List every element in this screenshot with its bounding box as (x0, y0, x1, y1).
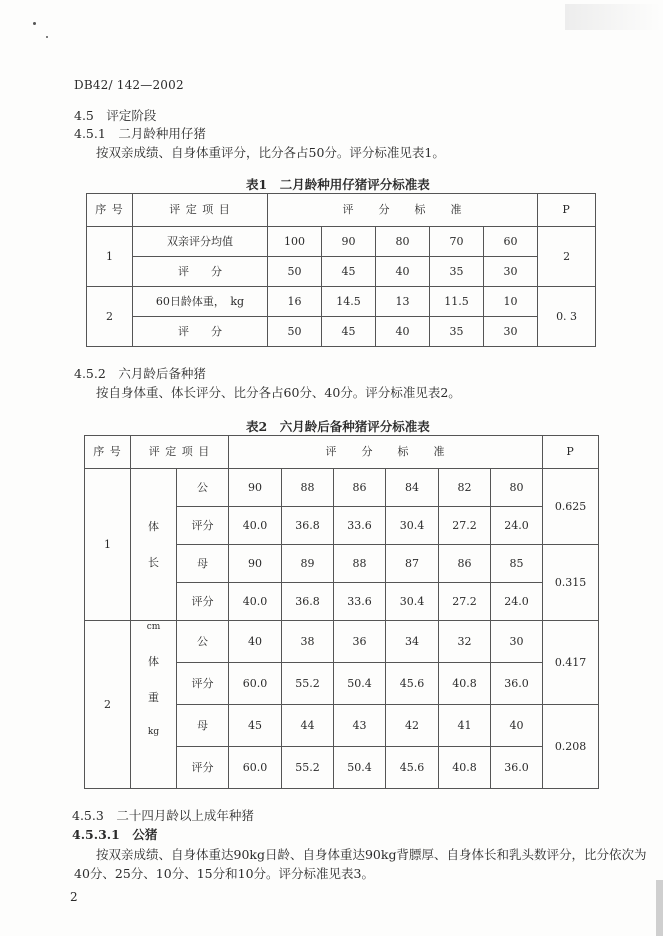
p-value: 0.417 (543, 621, 599, 705)
document-header: DB42/ 142—2002 (74, 78, 184, 92)
table-row (85, 469, 599, 507)
section-4-5-2 (74, 364, 206, 382)
cell: 30 (484, 317, 538, 347)
table1-caption: 表1 二月龄种用仔猪评分标准表 (246, 177, 430, 192)
cell: 50 (268, 317, 322, 347)
paragraph: 按双亲成绩、自身体重评分，比分各占50分。评分标准见表1。 (96, 145, 445, 160)
cell: 40.8 (439, 663, 491, 705)
cell: 45 (322, 257, 376, 287)
header-p: P (543, 436, 599, 469)
property-label (131, 621, 177, 789)
property-char: 体 (148, 655, 159, 669)
cell: 45 (322, 317, 376, 347)
cell: 35 (430, 257, 484, 287)
header-p: P (538, 194, 596, 227)
cell: 85 (491, 545, 543, 583)
cell: 88 (282, 469, 334, 507)
cell: 44 (282, 705, 334, 747)
cell: 14.5 (322, 287, 376, 317)
cell: 40 (376, 257, 430, 287)
cell: 89 (282, 545, 334, 583)
cell: 45.6 (386, 663, 439, 705)
sex-label: 公 (177, 469, 229, 507)
cell: 80 (491, 469, 543, 507)
table-row (87, 317, 596, 347)
row-no: 1 (87, 227, 133, 287)
sex-label: 评分 (177, 747, 229, 789)
cell: 36.8 (282, 507, 334, 545)
cell: 30.4 (386, 507, 439, 545)
row-label: 评 分 (133, 317, 268, 347)
cell: 84 (386, 469, 439, 507)
section-title: 二十四月龄以上成年种猪 (116, 808, 254, 823)
header-item: 评 定 项 目 (133, 194, 268, 227)
section-4-5 (74, 106, 156, 124)
cell: 60 (484, 227, 538, 257)
cell: 88 (334, 545, 386, 583)
p-value: 0.315 (543, 545, 599, 621)
cell: 42 (386, 705, 439, 747)
property-char: 重 (148, 690, 159, 704)
cell: 40.8 (439, 747, 491, 789)
cell: 36.0 (491, 747, 543, 789)
cell: 36.8 (282, 583, 334, 621)
p-value: 0. 3 (538, 287, 596, 347)
cell: 32 (439, 621, 491, 663)
cell: 80 (376, 227, 430, 257)
cell: 55.2 (282, 747, 334, 789)
scan-speck (46, 36, 48, 38)
sex-label: 母 (177, 545, 229, 583)
section-4-5-3-1 (72, 825, 157, 843)
table-row (87, 257, 596, 287)
cell: 40 (491, 705, 543, 747)
unit-label: cm (146, 622, 161, 632)
paragraph: 40分、25分、10分、15分和10分。评分标准见表3。 (74, 866, 374, 881)
cell: 33.6 (334, 507, 386, 545)
cell: 55.2 (282, 663, 334, 705)
table-row (85, 621, 599, 663)
sex-label: 评分 (177, 583, 229, 621)
cell: 11.5 (430, 287, 484, 317)
cell: 50 (268, 257, 322, 287)
cell: 70 (430, 227, 484, 257)
cell: 86 (334, 469, 386, 507)
group-no: 1 (85, 469, 131, 621)
cell: 40 (376, 317, 430, 347)
section-number: 4.5.1 (74, 126, 106, 141)
scan-edge (656, 880, 663, 936)
cell: 60.0 (229, 663, 282, 705)
cell: 34 (386, 621, 439, 663)
cell: 35 (430, 317, 484, 347)
row-label: 评 分 (133, 257, 268, 287)
cell: 30.4 (386, 583, 439, 621)
paragraph: 按自身体重、体长评分、比分各占60分、40分。评分标准见表2。 (96, 385, 461, 400)
cell: 10 (484, 287, 538, 317)
sex-label: 评分 (177, 507, 229, 545)
cell: 82 (439, 469, 491, 507)
cell: 16 (268, 287, 322, 317)
cell: 24.0 (491, 507, 543, 545)
table2 (84, 435, 599, 789)
header-no: 序 号 (85, 436, 131, 469)
sex-label: 母 (177, 705, 229, 747)
cell: 40.0 (229, 507, 282, 545)
cell: 45.6 (386, 747, 439, 789)
sex-label: 公 (177, 621, 229, 663)
row-label: 双亲评分均值 (133, 227, 268, 257)
header-score: 评 分 标 准 (229, 436, 543, 469)
cell: 40 (229, 621, 282, 663)
cell: 36.0 (491, 663, 543, 705)
cell: 27.2 (439, 507, 491, 545)
cell: 41 (439, 705, 491, 747)
row-label: 60日龄体重， kg (133, 287, 268, 317)
table2-caption: 表2 六月龄后备种猪评分标准表 (246, 419, 430, 434)
property-char: 长 (148, 555, 159, 569)
cell: 13 (376, 287, 430, 317)
cell: 43 (334, 705, 386, 747)
p-value: 0.625 (543, 469, 599, 545)
cell: 100 (268, 227, 322, 257)
cell: 90 (322, 227, 376, 257)
cell: 50.4 (334, 747, 386, 789)
cell: 30 (491, 621, 543, 663)
section-title: 评定阶段 (106, 108, 157, 123)
group-no: 2 (85, 621, 131, 789)
cell: 90 (229, 469, 282, 507)
section-number: 4.5.2 (74, 366, 106, 381)
sex-label: 评分 (177, 663, 229, 705)
cell: 60.0 (229, 747, 282, 789)
cell: 24.0 (491, 583, 543, 621)
cell: 27.2 (439, 583, 491, 621)
section-number: 4.5 (74, 108, 94, 123)
cell: 33.6 (334, 583, 386, 621)
scan-artifact (565, 4, 661, 30)
page-number: 2 (70, 890, 78, 904)
cell: 36 (334, 621, 386, 663)
p-value: 0.208 (543, 705, 599, 789)
section-title: 公猪 (132, 827, 158, 842)
scan-speck (33, 22, 36, 25)
cell: 90 (229, 545, 282, 583)
paragraph: 按双亲成绩、自身体重达90kg日龄、自身体重达90kg背膘厚、自身体长和乳头数评分，比分依次为 (96, 847, 647, 862)
cell: 45 (229, 705, 282, 747)
property-char: 体 (148, 520, 159, 534)
cell: 38 (282, 621, 334, 663)
row-no: 2 (87, 287, 133, 347)
unit-label: kg (147, 726, 160, 737)
section-4-5-3 (72, 806, 254, 824)
property-label (131, 469, 177, 621)
table-row (87, 287, 596, 317)
header-no: 序 号 (87, 194, 133, 227)
section-number: 4.5.3 (72, 808, 104, 823)
section-number: 4.5.3.1 (72, 827, 120, 842)
cell: 30 (484, 257, 538, 287)
section-title: 六月龄后备种猪 (118, 366, 206, 381)
section-4-5-1 (74, 124, 206, 142)
cell: 87 (386, 545, 439, 583)
header-score: 评 分 标 准 (268, 194, 538, 227)
cell: 86 (439, 545, 491, 583)
table-row (87, 227, 596, 257)
p-value: 2 (538, 227, 596, 287)
section-title: 二月龄种用仔猪 (118, 126, 206, 141)
cell: 40.0 (229, 583, 282, 621)
cell: 50.4 (334, 663, 386, 705)
header-item: 评 定 项 目 (131, 436, 229, 469)
table1 (86, 193, 596, 347)
